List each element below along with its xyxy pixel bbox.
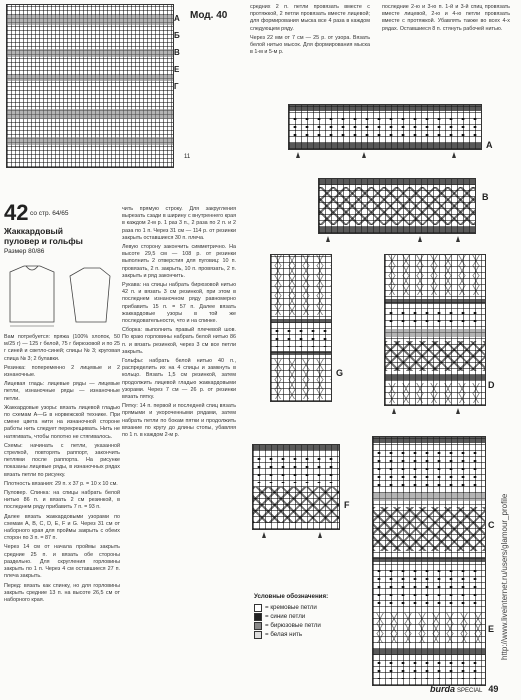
start-arrow bbox=[362, 152, 366, 158]
paragraph: Левую сторону закончить симметрично. На высоте 29,5 см — 108 р. от резинки выполнить 2 отверстия для пуговиц: 10 п. провязать, 2 п. закрыть, 10 п. провязать, 2 п. закрыть и ряд закончить. bbox=[122, 244, 236, 279]
legend-label: = синие петли bbox=[265, 613, 306, 620]
chart-label: C bbox=[488, 520, 495, 530]
legend-label: = белая нить bbox=[265, 631, 303, 638]
swatch-turquoise bbox=[254, 622, 262, 630]
chart-label: D bbox=[488, 380, 495, 390]
paragraph: Пятку: 14 п. первой и последней спиц вязать прямыми и укороченными рядами, затем набрать петли по бокам пятки и продолжить вязание по кругу до длины стопы, убавляя по 1 п. в каждом 2-м р. bbox=[122, 403, 236, 439]
paragraph: Через 22 мм от 7 см — 25 р. от узора. Вязать белой нитью мысок. Для формирования мыска в 1-м и 5-м р. bbox=[250, 34, 370, 56]
paragraph: Вам потребуется: пряжа (100% хлопок, 50 м/25 г) — 125 г белой, 75 г бирюзовой и по 25 г синей и светло-синей; спицы № 3; круговая спица № 3; 2 булавки. bbox=[4, 334, 120, 362]
brand-sub: SPECIAL bbox=[457, 688, 483, 694]
chart-label: A bbox=[486, 140, 493, 150]
top-chart-row-labels bbox=[174, 10, 184, 95]
chart-f bbox=[252, 444, 340, 530]
start-arrow bbox=[456, 236, 460, 242]
paragraph: чить прямую строку. Для закругления вырезать сзади в ширину с внутреннего края в каждом 2-м р. 1 раз 3 п., 2 раза по 2 п. и 2 раза по 1 п. Через 31 см — 114 р. от резинки закрыть оставшиеся 30 п. плеча. bbox=[122, 206, 236, 241]
swatch-cream bbox=[254, 604, 262, 612]
brand-logo: burda bbox=[430, 684, 456, 694]
chart-a bbox=[288, 104, 482, 150]
legend-item bbox=[254, 612, 366, 621]
paragraph: Жаккардовые узоры: вязать лицевой гладью по схемам А—G в норвежской технике. При смене цвета нити на изнаночной стороне работы нить следует перекрещивать. Нить не натягивать, чтобы полотно не стягивалось. bbox=[4, 404, 120, 440]
chart-label: E bbox=[488, 624, 495, 634]
paragraph: Далее вязать жаккардовыми узорами по схемам A, B, C, D, E, F и G. Через 31 см от наборного края для проймы закрыть с обеих сторон по 3 п. = 87 п. bbox=[4, 513, 120, 542]
start-arrow bbox=[452, 152, 456, 158]
size-label: Размер 80/86 bbox=[4, 248, 45, 255]
chart-label: F bbox=[344, 500, 350, 510]
chart-c bbox=[270, 254, 332, 402]
start-arrow bbox=[296, 152, 300, 158]
right-text-column bbox=[250, 4, 370, 58]
top-knitting-chart bbox=[6, 4, 174, 168]
footer bbox=[430, 684, 498, 694]
chart-label: B bbox=[482, 192, 489, 202]
paragraph: Лицевая гладь: лицевые ряды — лицевые петли, изнаночные ряды — изнаночные петли. bbox=[4, 381, 120, 402]
garment-schematic bbox=[6, 262, 116, 330]
legend-item bbox=[254, 630, 366, 639]
model-label: Мод. 40 bbox=[190, 10, 228, 21]
chart-e bbox=[372, 436, 486, 686]
paragraph: Через 14 см от начала проймы закрыть средние 25 п. и вязать обе стороны раздельно. Для скругления горловины закрыть по 1 п. Через 4 см оставшиеся 27 п. плеча закрыть. bbox=[4, 544, 120, 580]
swatch-white bbox=[254, 631, 262, 639]
pattern-title bbox=[4, 226, 83, 246]
chart-d bbox=[384, 254, 486, 406]
pattern-number: 42 bbox=[4, 200, 29, 225]
start-arrow bbox=[318, 532, 322, 538]
page-number: 49 bbox=[488, 684, 499, 694]
start-arrow bbox=[418, 236, 422, 242]
row-label: Г bbox=[174, 82, 179, 91]
start-arrow bbox=[262, 532, 266, 538]
left-text-column bbox=[4, 334, 120, 606]
legend-title: Условные обозначения: bbox=[254, 593, 329, 600]
paragraph: Резинка: попеременно 2 лицевые и 2 изнаночные. bbox=[4, 364, 120, 379]
title-line: Жаккардовый bbox=[4, 226, 64, 236]
start-arrow bbox=[392, 408, 396, 414]
chart-b bbox=[318, 178, 476, 234]
row-label: A bbox=[174, 14, 180, 23]
paragraph: Пуловер. Спинка: на спицы набрать белой нитью 86 п. и вязать 2 см резинкой, в последнем ряду прибавить 7 п. = 93 п. bbox=[4, 490, 120, 511]
chart-label: G bbox=[336, 368, 344, 378]
legend-item bbox=[254, 603, 366, 612]
see-pages: со стр. 64/65 bbox=[30, 210, 69, 217]
column-number: 11 bbox=[184, 154, 191, 160]
watermark: http://www.liveinternet.ru/users/glamour_profile bbox=[500, 493, 509, 660]
legend-item bbox=[254, 621, 366, 630]
start-arrow bbox=[326, 236, 330, 242]
legend bbox=[254, 592, 366, 639]
legend-label: = кремовые петли bbox=[265, 604, 317, 611]
paragraph: Сборка: выполнить правый плечевой шов. По краю горловины набрать белой нитью 86 п. и вязать резинкой, через 3 см все петли закрыть. bbox=[122, 327, 236, 355]
paragraph: последние 2-ю и 3-ю п. 1-й и 3-й спиц провязать вместе лицевой, 2-ю и 4-ю петли провязать вместе с протяжкой. Убавлять также во всех 4-х рядах. Оставшиеся 8 п. стянуть рабочей нитью. bbox=[382, 4, 510, 32]
legend-label: = бирюзовые петли bbox=[265, 622, 321, 629]
paragraph: Гольфы: набрать белой нитью 40 п., распределить их на 4 спицы и замкнуть в кольцо. Вязать 1,5 см резинкой, затем продолжить лицевой гладью жаккардовыми узорами. Через 7 см — 26 р. от резинки вязать пятку. bbox=[122, 358, 236, 401]
middle-text-column bbox=[122, 206, 236, 441]
start-arrow bbox=[456, 408, 460, 414]
paragraph: Рукава: на спицы набрать бирюзовой нитью 42 п. и вязать 3 см резинкой, при этом в последнем изнаночном ряду равномерно прибавить 15 п. = 57 п. Далее вязать жаккардовые узоры в той же последовательности, что и на спинке. bbox=[122, 282, 236, 325]
paragraph: средних 2 п. петли провязать вместе с протяжкой, 2 петли провязать вместе лицевой; для формирования мыска все 4 раза в каждом следующем ряду. bbox=[250, 4, 370, 32]
row-label: В bbox=[174, 48, 180, 57]
right-text-column-2 bbox=[382, 4, 510, 33]
title-line: пуловер и гольфы bbox=[4, 236, 83, 246]
paragraph: Плотность вязания: 29 п. x 37 р. = 10 x 10 см. bbox=[4, 480, 118, 487]
swatch-blue bbox=[254, 613, 262, 621]
row-label: E bbox=[174, 65, 180, 74]
paragraph: Перед: вязать как спинку, но для горловины закрыть средние 13 п. на высоте 26,5 см от наборного края. bbox=[4, 582, 120, 603]
row-label: Б bbox=[174, 31, 180, 40]
paragraph: Схемы: начинать с петли, указанной стрелкой, повторять раппорт, закончить петлями после раппорта. На рисунке показаны лицевые ряды, в изнаночных рядах вязать петли по рисунку. bbox=[4, 442, 120, 478]
